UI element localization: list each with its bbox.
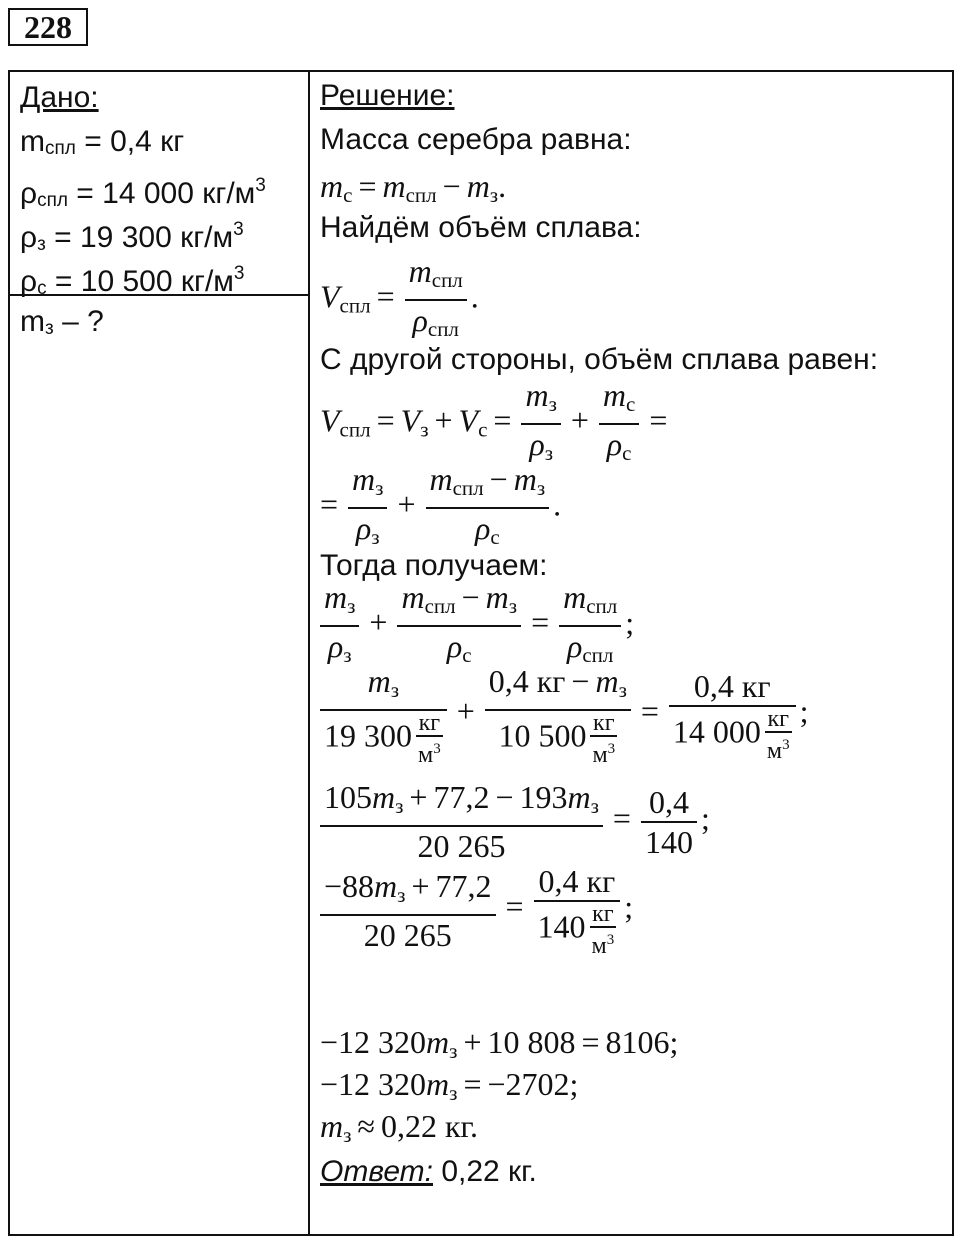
problem-number: 228 (8, 8, 88, 46)
equation-silver-mass: mс = mспл − mз. (320, 168, 507, 207)
given-title: Дано: (20, 81, 99, 114)
find-unknown: mз – ? (20, 305, 104, 339)
equation-symbolic: mз ρз + mспл − mз ρс = mспл ρспл ; (320, 578, 634, 674)
column-divider (308, 72, 310, 1234)
equation-result: mз ≈ 0,22 кг. (320, 1108, 479, 1147)
solution-title: Решение: (320, 79, 455, 112)
given-density-silver: ρс = 10 500 $кг/м^3$ (20, 263, 245, 299)
equation-volume-expanded: = mз ρз + mспл − mз ρс . (320, 460, 561, 556)
given-section (20, 76, 306, 299)
equation-linear: −12 320mз + 10 808 = 8106; (320, 1024, 679, 1063)
equation-simplified: −88mз + 77,2 20 265 = 0,4 кг 140 кг $м^3$ ; (320, 862, 633, 958)
solution-table (8, 70, 954, 1236)
answer-label: Ответ: (320, 1155, 433, 1188)
answer-line (320, 1152, 537, 1192)
given-density-gold: ρз = 19 300 $кг/м^3$ (20, 219, 244, 255)
equation-volume-sum: Vспл = Vз + Vс = mз ρз + mс ρс = (320, 376, 673, 472)
solution-text-silver-mass: Масса серебра равна: (320, 123, 632, 156)
equation-reduced: −12 320mз = −2702; (320, 1066, 579, 1105)
equation-common-denominator: 105mз + 77,2 − 193mз 20 265 = $\frac{0,4}{140}$ ; (320, 778, 710, 865)
solution-text-volume: Найдём объём сплава: (320, 211, 642, 244)
given-mass-alloy: mспл = 0,4 кг (20, 125, 185, 159)
solution-text-then: Тогда получаем: (320, 549, 548, 582)
equation-volume-alloy: Vспл = mспл ρспл . (320, 252, 479, 348)
given-density-alloy: ρспл = 14 000 $кг/м^3$ (20, 175, 266, 211)
equation-numeric: mз 19 300 кг $м^3$ + 0,4 кг − mз 10 500 кг $м^3$ = 0,4 кг 14 000 кг $м^3$ ; (320, 662, 808, 767)
answer-value: 0,22 кг. (433, 1155, 537, 1188)
solution-text-other-side: С другой стороны, объём сплава равен: (320, 343, 879, 376)
